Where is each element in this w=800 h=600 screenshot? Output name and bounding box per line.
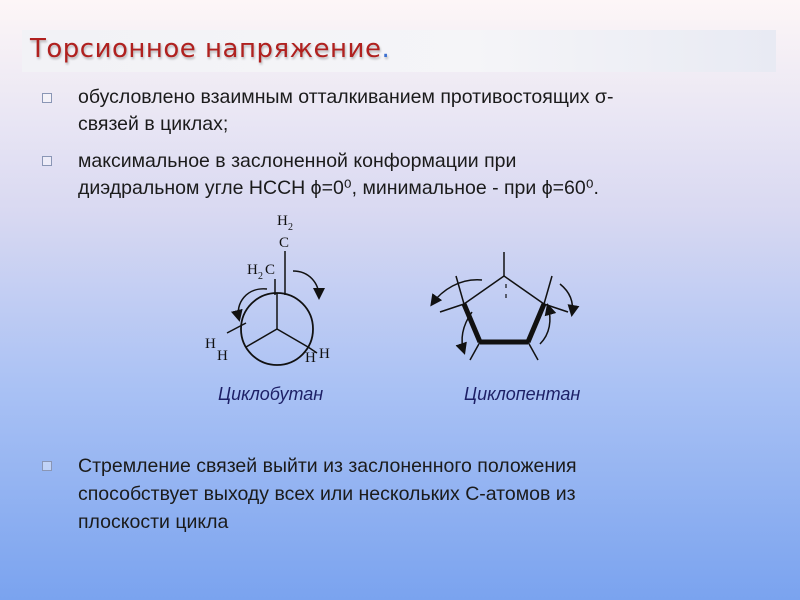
cb-h-3: H — [305, 350, 316, 366]
cb-h-1: H — [205, 336, 216, 352]
cb-top-h-sub: 2 — [288, 222, 293, 233]
cb-bond-h-left — [227, 323, 246, 333]
cyclopentane-diagram — [420, 240, 590, 365]
cp-arrow-top-left — [432, 280, 482, 304]
bullet-2-line-2: диэдральном угле HCCH ϕ=0⁰, минимальное - при ϕ=60⁰. — [78, 177, 599, 199]
cb-h-2: H — [217, 348, 228, 364]
cb-mid-h-sub: 2 — [258, 271, 263, 282]
cb-mid-h: H — [247, 262, 258, 278]
cyclobutane-caption: Циклобутан — [218, 384, 324, 404]
bullet-1-line-1: обусловлено взаимным отталкиванием противостоящих σ- — [78, 86, 614, 108]
cyclopentane-caption: Циклопентан — [464, 384, 581, 404]
cb-top-h: H — [277, 213, 288, 229]
cb-arrow-left — [238, 289, 267, 319]
bullet-3-line-2: способствует выходу всех или нескольких С-атомов из — [78, 483, 576, 505]
cb-arrow-right — [293, 271, 319, 297]
bullet-marker — [42, 461, 52, 471]
bullet-3-line-1: Стремление связей выйти из заслоненного положения — [78, 455, 577, 477]
bullet-1-line-2: связей в циклах; — [78, 113, 229, 135]
bullet-marker — [42, 93, 52, 103]
cb-top-c: C — [279, 235, 290, 251]
bullet-marker — [42, 156, 52, 166]
cyclobutane-diagram — [195, 205, 355, 380]
cb-h-4: H — [319, 346, 330, 362]
slide-title: Торсионное напряжение. — [30, 34, 391, 64]
cb-mid-c: C — [265, 262, 276, 278]
bullet-2-line-1: максимальное в заслоненной конформации при — [78, 150, 517, 172]
bullet-3-line-3: плоскости цикла — [78, 511, 229, 533]
